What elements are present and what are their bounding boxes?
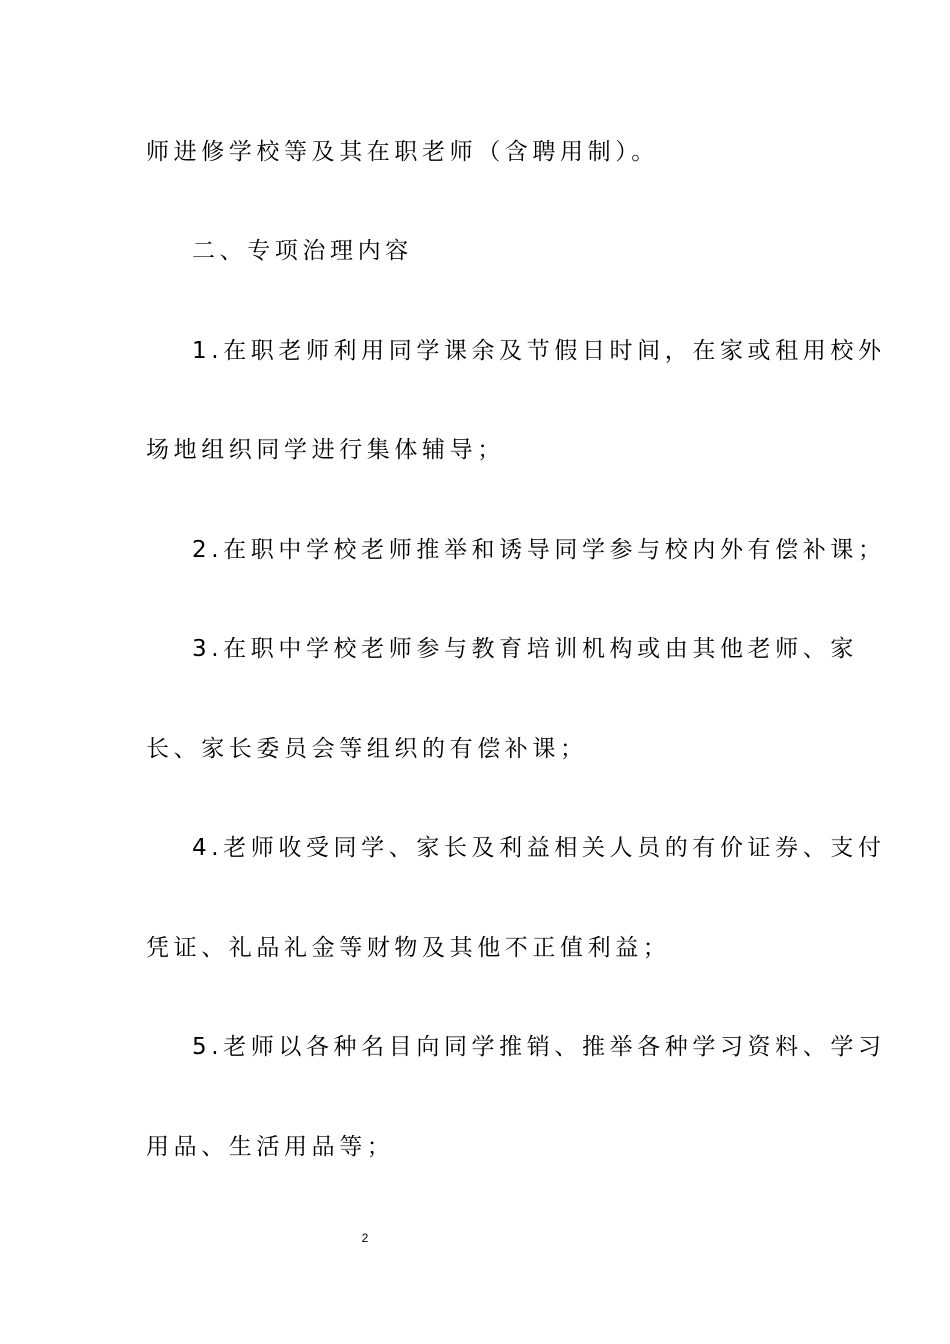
text-line: 师进修学校等及其在职老师（含聘用制）。 xyxy=(146,139,659,165)
text-line: 凭证、礼品礼金等财物及其他不正值利益； xyxy=(146,935,671,961)
list-item: 2.在职中学校老师推举和诱导同学参与校内外有偿补课； xyxy=(192,537,886,563)
list-item: 5.老师以各种名目向同学推销、推举各种学习资料、学习 xyxy=(192,1034,886,1060)
text-line: 长、家长委员会等组织的有偿补课； xyxy=(146,736,588,762)
text-line: 场地组织同学进行集体辅导； xyxy=(146,437,505,463)
list-item: 3.在职中学校老师参与教育培训机构或由其他老师、家 xyxy=(192,636,858,662)
page-number: 2 xyxy=(361,1231,369,1245)
list-item: 4.老师收受同学、家长及利益相关人员的有价证券、支付 xyxy=(192,835,886,861)
list-item: 1.在职老师利用同学课余及节假日时间，在家或租用校外 xyxy=(192,338,886,364)
text-line: 用品、生活用品等； xyxy=(146,1134,395,1160)
section-heading: 二、专项治理内容 xyxy=(192,238,413,264)
